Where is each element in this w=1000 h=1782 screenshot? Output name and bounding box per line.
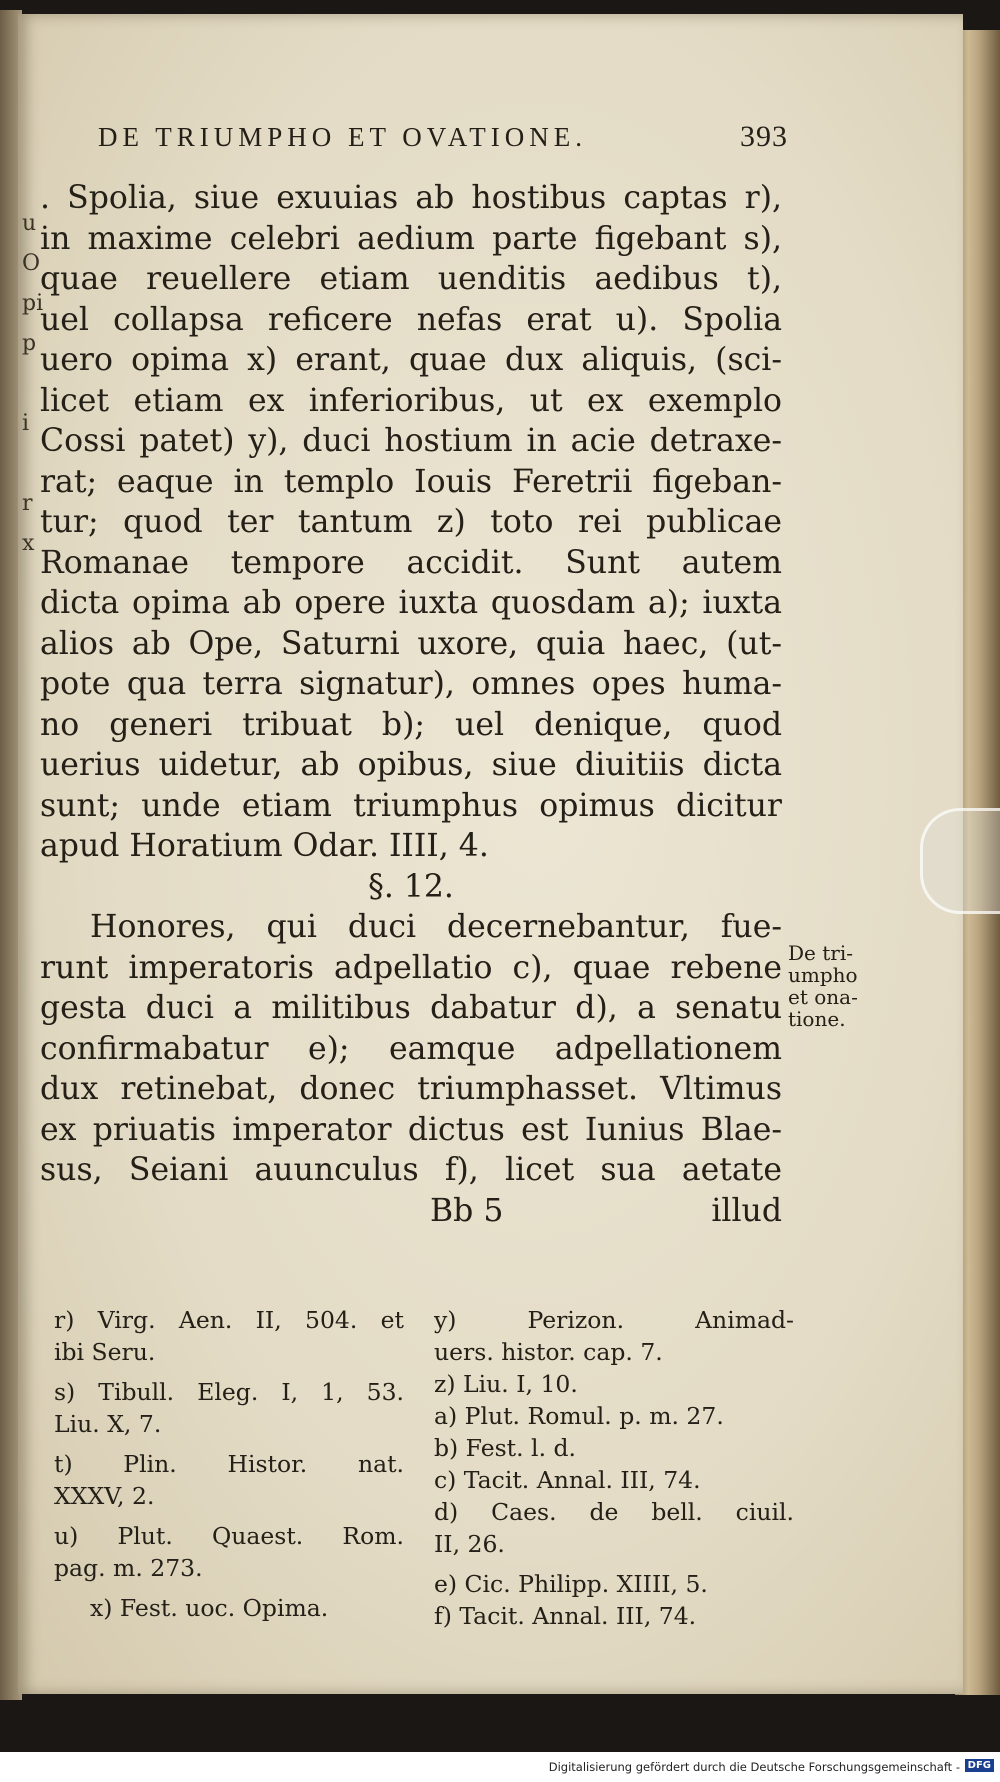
text-line: Honores, qui duci decernebantur, fue-: [90, 909, 782, 945]
text-line: uerius uidetur, ab opibus, siue diuitiis dicta: [40, 747, 782, 783]
text-line: pote qua terra signatur), omnes opes huma-: [40, 666, 782, 702]
book-page: [18, 14, 963, 1694]
footnote-line: uers. histor. cap. 7.: [434, 1338, 663, 1366]
footnotes-left-column: [54, 1304, 404, 1624]
margin-note-line: De tri-: [788, 941, 853, 965]
footnote-line: f) Tacit. Annal. III, 74.: [434, 1602, 697, 1630]
footnote-line: a) Plut. Romul. p. m. 27.: [434, 1402, 724, 1430]
section-mark: §. 12.: [368, 868, 454, 905]
footnote-line: r) Virg. Aen. II, 504. et: [54, 1306, 404, 1334]
text-line: uel collapsa reficere nefas erat u). Spolia: [40, 301, 782, 338]
text-line: uero opima x) erant, quae dux aliquis, (sci-: [40, 342, 782, 378]
text-line: . Spolia, siue exuuias ab hostibus captas r),: [40, 180, 782, 216]
footnote-line: Liu. X, 7.: [54, 1410, 162, 1438]
running-head: DE TRIUMPHO ET OVATIONE.: [98, 122, 588, 152]
footnote-line: c) Tacit. Annal. III, 74.: [434, 1466, 701, 1494]
footnote-line: s) Tibull. Eleg. I, 1, 53.: [54, 1378, 404, 1406]
footnote-line: z) Liu. I, 10.: [434, 1370, 578, 1398]
page-clip: [920, 808, 1000, 914]
edge-letter: p: [22, 331, 37, 356]
facing-page-edge-letters: [22, 204, 42, 564]
text-line: confirmabatur e); eamque adpellationem: [40, 1030, 782, 1067]
footnote-line: e) Cic. Philipp. XIIII, 5.: [434, 1570, 708, 1598]
edge-letter: pi: [22, 291, 44, 316]
text-line: dicta opima ab opere iuxta quosdam a); iuxta: [40, 585, 782, 621]
footnote-line: II, 26.: [434, 1530, 505, 1558]
margin-note-line: umpho: [788, 963, 858, 987]
text-line: alios ab Ope, Saturni uxore, quia haec, (ut-: [40, 625, 782, 662]
edge-letter: [22, 364, 42, 404]
footnote-line: XXXV, 2.: [54, 1482, 155, 1510]
main-text: [40, 178, 782, 1231]
footnote-line: b) Fest. l. d.: [434, 1434, 577, 1462]
credit-text: Digitalisierung gefördert durch die Deutsche Forschungsgemeinschaft -: [548, 1760, 960, 1774]
dfg-logo: DFG: [965, 1759, 994, 1772]
footnotes-right-column: [434, 1304, 794, 1632]
text-line: no generi tribuat b); uel denique, quod: [40, 706, 782, 743]
signature-line: [40, 1191, 782, 1232]
signature-mark: Bb 5: [430, 1192, 504, 1229]
edge-letter: x: [22, 531, 35, 556]
text-line: apud Horatium Odar. IIII, 4.: [40, 828, 489, 864]
page-number: 393: [740, 120, 788, 153]
margin-note-line: tione.: [788, 1007, 846, 1031]
footnote-line: t) Plin. Histor. nat.: [54, 1450, 404, 1478]
edge-letter: [22, 444, 42, 484]
margin-note-line: et ona-: [788, 985, 858, 1009]
text-line: rat; eaque in templo Iouis Feretrii figeban-: [40, 463, 782, 500]
edge-letter: O: [22, 251, 41, 276]
footnote-line: ibi Seru.: [54, 1338, 156, 1366]
footnote-line: y) Perizon. Animad-: [434, 1306, 794, 1334]
text-line: tur; quod ter tantum z) toto rei publicae: [40, 504, 782, 540]
text-line: Cossi patet) y), duci hostium in acie detraxe-: [40, 423, 782, 459]
footnote-line: x) Fest. uoc. Opima.: [90, 1594, 329, 1622]
margin-note: [788, 942, 878, 1030]
edge-letter: i: [22, 411, 30, 436]
footnote-line: d) Caes. de bell. ciuil.: [434, 1498, 794, 1526]
text-line: Romanae tempore accidit. Sunt autem: [40, 544, 782, 581]
text-line: ex priuatis imperator dictus est Iunius Blae-: [40, 1111, 782, 1148]
edge-letter: r: [22, 491, 33, 516]
catchword: illud: [711, 1192, 782, 1229]
text-line: runt imperatoris adpellatio c), quae rebene: [40, 949, 782, 986]
page-header: [98, 122, 788, 166]
text-line: sunt; unde etiam triumphus opimus dicitur: [40, 787, 782, 824]
text-line: dux retinebat, donec triumphasset. Vltimus: [40, 1071, 782, 1107]
text-line: in maxime celebri aedium parte figebant s),: [40, 220, 782, 257]
text-line: licet etiam ex inferioribus, ut ex exemplo: [40, 382, 782, 419]
footnote-line: pag. m. 273.: [54, 1554, 203, 1582]
footnote-line: u) Plut. Quaest. Rom.: [54, 1522, 404, 1550]
text-line: quae reuellere etiam uenditis aedibus t),: [40, 261, 782, 297]
text-line: sus, Seiani auunculus f), licet sua aetate: [40, 1152, 782, 1188]
text-line: gesta duci a militibus dabatur d), a senatu: [40, 990, 782, 1026]
edge-letter: u: [22, 211, 37, 236]
digitization-credit: [0, 1752, 1000, 1782]
